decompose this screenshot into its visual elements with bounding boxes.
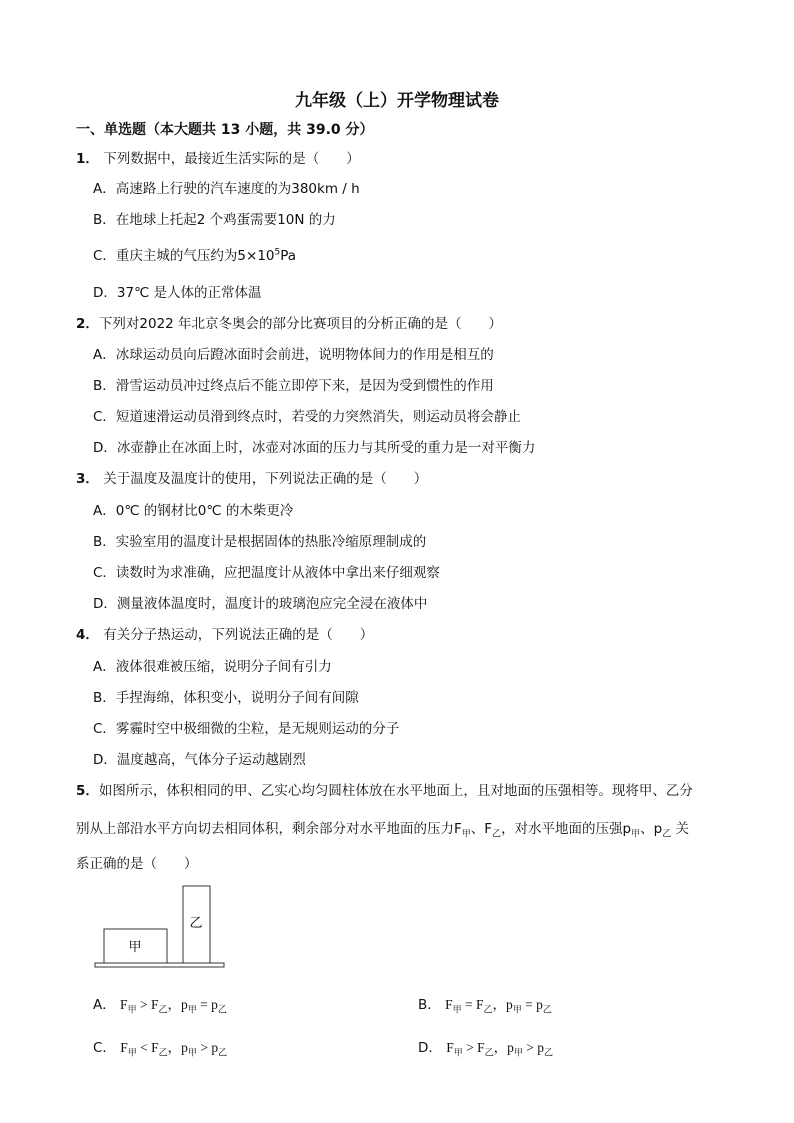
label-yi: 乙 <box>189 916 203 931</box>
question-text: 下列数据中，最接近生活实际的是（ ） <box>103 151 360 167</box>
symbol: p <box>181 1040 188 1055</box>
q3-option-d: D．测量液体温度时，温度计的玻璃泡应完全浸在液体中 <box>93 596 428 612</box>
q4-option-d: D．温度越高，气体分子运动越剧烈 <box>93 752 306 768</box>
q3-option-b: B．实验室用的温度计是根据固体的热胀冷缩原理制成的 <box>93 534 427 550</box>
operator: > <box>462 1040 478 1055</box>
q2-option-c: C．短道速滑运动员滑到终点时，若受的力突然消失，则运动员将会静止 <box>93 409 521 425</box>
separator: ， <box>492 997 506 1013</box>
subscript: 甲 <box>127 1004 137 1015</box>
symbol: p <box>180 997 188 1012</box>
symbol: p <box>211 1040 219 1055</box>
q2-option-d: D．冰壶静止在冰面上时，冰壶对冰面的压力与其所受的重力是一对平衡力 <box>93 440 536 456</box>
symbol: p <box>536 997 543 1012</box>
question-text: 如图所示，体积相同的甲、乙实心均匀圆柱体放在水平地面上，且对地面的压强相等。现将甲、乙分 <box>98 783 693 799</box>
question-2-stem <box>76 312 502 332</box>
q5-option-b <box>418 993 552 1013</box>
question-number: 5． <box>76 783 99 799</box>
q4-option-a: A．液体很难被压缩，说明分子间有引力 <box>93 659 332 675</box>
subscript: 乙 <box>662 829 672 840</box>
subscript: 甲 <box>187 1047 197 1058</box>
question-5-line-2 <box>76 817 690 840</box>
separator: ， <box>167 1040 182 1056</box>
symbol: p <box>506 997 513 1012</box>
question-5-line-1 <box>76 779 693 799</box>
q5-option-d <box>418 1036 553 1056</box>
symbol: F <box>446 1040 454 1055</box>
subscript: 乙 <box>544 1047 554 1058</box>
section-heading: 一、单选题（本大题共 13 小题，共 39.0 分） <box>76 122 374 138</box>
separator: ， <box>493 1040 508 1056</box>
symbol: p <box>211 997 218 1012</box>
q4-option-b: B．手捏海绵，体积变小，说明分子间有间隙 <box>93 690 359 706</box>
operator: = <box>521 997 537 1012</box>
q4-option-c: C．雾霾时空中极细微的尘粒，是无规则运动的分子 <box>93 721 400 737</box>
text-part: ，对水平地面的压强p <box>501 821 632 837</box>
q5-option-a <box>93 993 227 1013</box>
subscript: 甲 <box>512 1004 522 1015</box>
separator: ， <box>167 997 181 1013</box>
operator: > <box>522 1040 538 1055</box>
symbol: F <box>151 1040 159 1055</box>
text-part: 别从上部沿水平方向切去相同体积，剩余部分对水平地面的压力F <box>76 821 462 837</box>
symbol: F <box>120 1040 128 1055</box>
subscript: 乙 <box>542 1004 552 1015</box>
symbol: p <box>507 1040 514 1055</box>
symbol: F <box>120 997 128 1012</box>
q5-option-c <box>93 1036 227 1056</box>
subscript: 甲 <box>452 1004 462 1015</box>
cylinders-figure <box>90 880 230 972</box>
question-1-stem <box>76 147 360 167</box>
subscript: 乙 <box>492 829 502 840</box>
page-title: 九年级（上）开学物理试卷 <box>295 91 499 111</box>
subscript: 乙 <box>158 1004 168 1015</box>
operator: > <box>196 1040 212 1055</box>
exponent: 5 <box>274 247 281 258</box>
symbol: F <box>475 997 484 1012</box>
question-5-line-3: 系正确的是（ ） <box>76 856 198 872</box>
operator: < <box>136 1040 152 1055</box>
operator: > <box>136 997 151 1012</box>
q1-option-b: B．在地球上托起2 个鸡蛋需要10N 的力 <box>93 212 336 228</box>
option-text: C．重庆主城的气压约为5×10 <box>93 248 275 264</box>
q1-option-d: D．37℃ 是人体的正常体温 <box>93 285 262 301</box>
question-text: 下列对2022 年北京冬奥会的部分比赛项目的分析正确的是（ ） <box>98 316 503 332</box>
q1-option-c <box>93 244 296 264</box>
question-text: 关于温度及温度计的使用，下列说法正确的是（ ） <box>103 471 428 487</box>
question-4-stem <box>76 623 373 643</box>
option-label: D． <box>418 1040 442 1056</box>
question-number: 2． <box>76 316 99 332</box>
question-number: 4． <box>76 627 99 643</box>
subscript: 乙 <box>158 1047 168 1058</box>
q2-option-a: A．冰球运动员向后蹬冰面时会前进，说明物体间力的作用是相互的 <box>93 347 494 363</box>
text-part: 、F <box>470 821 493 837</box>
q1-option-a: A．高速路上行驶的汽车速度的为380km / h <box>93 181 360 197</box>
question-number: 3． <box>76 471 99 487</box>
question-number: 1． <box>76 151 99 167</box>
question-3-stem <box>76 467 427 487</box>
unit: Pa <box>280 248 297 264</box>
option-label: A． <box>93 997 116 1013</box>
subscript: 甲 <box>187 1004 197 1015</box>
subscript: 乙 <box>484 1047 494 1058</box>
label-jia: 甲 <box>128 940 142 955</box>
operator: = <box>196 997 212 1012</box>
ground-surface <box>95 963 224 967</box>
subscript: 甲 <box>461 829 471 840</box>
text-part: 关 <box>671 821 690 837</box>
symbol: F <box>150 997 159 1012</box>
symbol: p <box>537 1040 545 1055</box>
subscript: 乙 <box>218 1047 228 1058</box>
subscript: 甲 <box>631 829 641 840</box>
q3-option-c: C．读数时为求准确，应把温度计从液体中拿出来仔细观察 <box>93 565 440 581</box>
question-text: 有关分子热运动，下列说法正确的是（ ） <box>103 627 374 643</box>
subscript: 甲 <box>453 1047 463 1058</box>
q2-option-b: B．滑雪运动员冲过终点后不能立即停下来，是因为受到惯性的作用 <box>93 378 494 394</box>
subscript: 乙 <box>483 1004 493 1015</box>
option-label: B． <box>418 997 441 1013</box>
subscript: 乙 <box>217 1004 227 1015</box>
operator: = <box>461 997 476 1012</box>
symbol: F <box>445 997 453 1012</box>
q3-option-a: A．0℃ 的钢材比0℃ 的木柴更冷 <box>93 503 294 519</box>
symbol: F <box>477 1040 485 1055</box>
subscript: 甲 <box>127 1047 137 1058</box>
option-label: C． <box>93 1040 116 1056</box>
subscript: 甲 <box>513 1047 523 1058</box>
text-part: 、p <box>640 821 663 837</box>
